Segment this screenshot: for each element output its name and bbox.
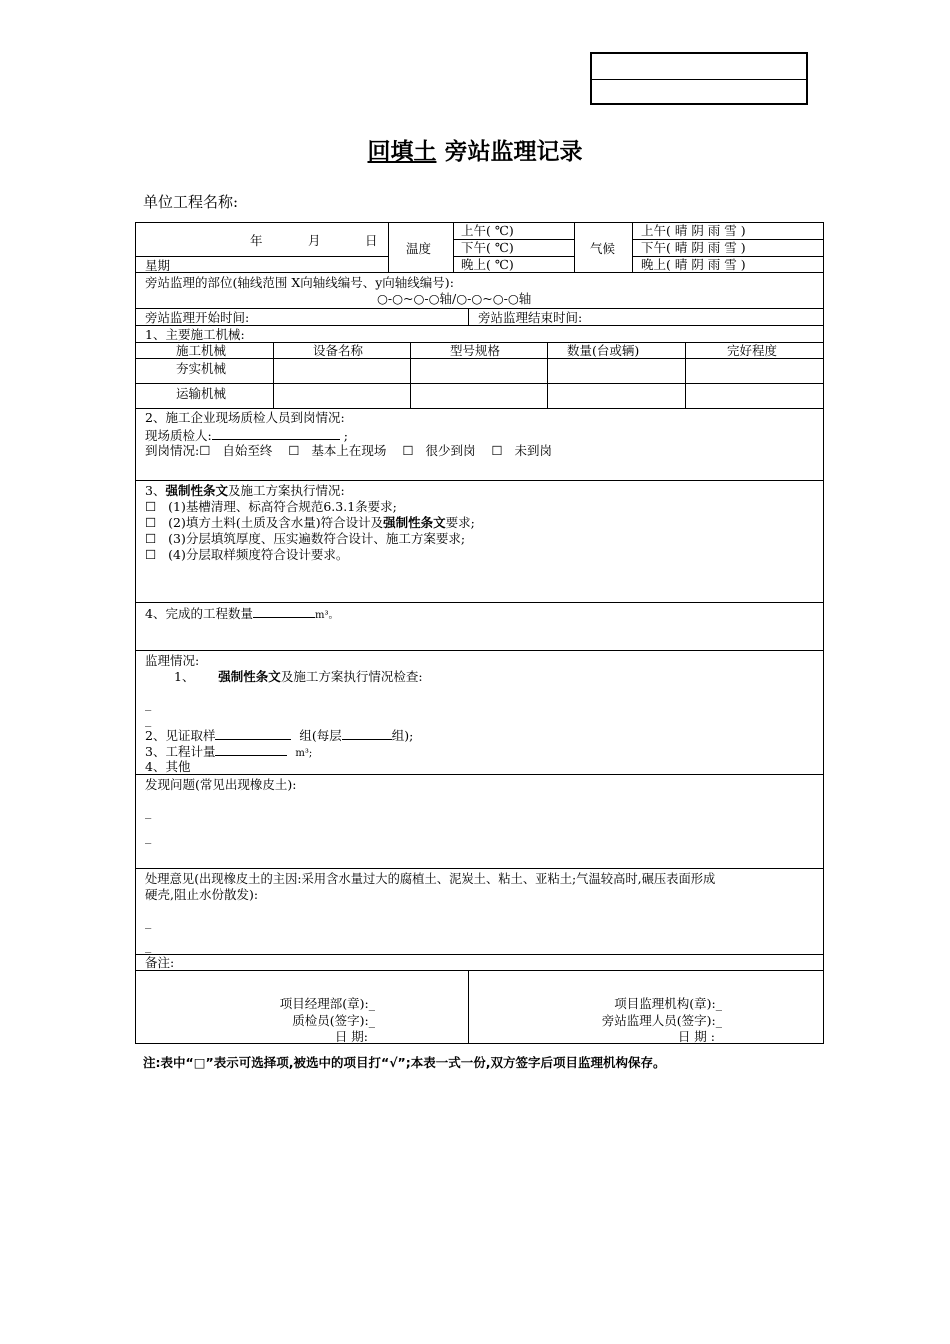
machinery-input-cell[interactable] (686, 384, 823, 408)
supervision-item-4: 4、其他 (145, 759, 191, 774)
date-day: 日 (365, 233, 378, 248)
machinery-col-header: 设备名称 (313, 343, 364, 358)
temp-morning: 上午( ℃) (461, 223, 514, 238)
temperature-label: 温度 (406, 241, 432, 256)
weather-morning: 上午( 晴 阴 雨 雪 ) (641, 223, 746, 238)
mandatory-heading: 3、强制性条文及施工方案执行情况: (145, 483, 345, 498)
quantity-row: 4、完成的工程数量 m³。 (145, 606, 339, 621)
machinery-row-label: 运输机械 (176, 386, 227, 401)
location-axis: ○-○~○-○轴/○-○~○-○轴 (377, 291, 532, 306)
footnote: 注:表中“□”表示可选择项,被选中的项目打“√”;本表一式一份,双方签字后项目监理机构保存。 (143, 1055, 666, 1070)
machinery-input-cell[interactable] (411, 359, 547, 383)
presence-option: 未到岗 (514, 443, 553, 458)
machinery-col-header: 型号规格 (450, 343, 501, 358)
sig-right-1[interactable]: 项目监理机构(章):_ (614, 996, 722, 1011)
handling-line-2: 硬壳,阻止水份散发): (145, 887, 259, 902)
weekday-label: 星期 (145, 258, 171, 273)
sig-left-2[interactable]: 质检员(签字):_ (292, 1013, 375, 1028)
temp-evening: 晚上( ℃) (461, 257, 514, 272)
problems-heading: 发现问题(常见出现橡皮土): (145, 777, 297, 792)
sig-left-3[interactable]: 日 期: (334, 1029, 368, 1044)
measure-field[interactable] (215, 743, 287, 756)
mandatory-item: ☐ (4)分层取样频度符合设计要求。 (145, 547, 349, 562)
document-code-box (590, 52, 808, 105)
blank-line: _ (145, 914, 152, 929)
checkbox[interactable]: ☐ (199, 443, 211, 458)
machinery-heading: 1、主要施工机械: (145, 327, 245, 342)
blank-line: _ (145, 854, 152, 869)
temp-afternoon: 下午( ℃) (461, 240, 514, 255)
machinery-input-cell[interactable] (274, 384, 410, 408)
date-year: 年 (250, 233, 263, 248)
checkbox[interactable]: ☐ (145, 531, 157, 546)
machinery-col-header: 数量(台或辆) (567, 343, 640, 358)
title-underlined: 回填土 (367, 139, 437, 165)
supervision-item-2: 2、见证取样 组(每层 组); (145, 728, 414, 743)
checkbox[interactable]: ☐ (288, 443, 300, 458)
title-rest: 旁站监理记录 (444, 139, 583, 165)
supervision-heading: 监理情况: (145, 653, 200, 668)
machinery-input-cell[interactable] (548, 359, 685, 383)
start-time-label: 旁站监理开始时间: (145, 310, 250, 325)
checkbox[interactable]: ☐ (145, 547, 157, 562)
presence-option: 很少到岗 (425, 443, 476, 458)
machinery-col-header: 施工机械 (176, 343, 227, 358)
presence-option: 基本上在现场 (311, 443, 387, 458)
blank-line: _ (145, 696, 152, 711)
checkbox[interactable]: ☐ (402, 443, 414, 458)
per-layer-group-field[interactable] (342, 727, 392, 740)
checkbox[interactable]: ☐ (491, 443, 503, 458)
presence-row: 到岗情况:☐ 自始至终 ☐ 基本上在现场 ☐ 很少到岗 ☐ 未到岗 (145, 443, 553, 458)
inspector-name-field[interactable] (212, 427, 340, 440)
weather-evening: 晚上( 晴 阴 雨 雪 ) (641, 257, 746, 272)
sig-left-1[interactable]: 项目经理部(章):_ (279, 996, 375, 1011)
checkbox[interactable]: ☐ (145, 499, 157, 514)
supervision-item-3: 3、工程计量 m³; (145, 744, 313, 759)
sig-right-2[interactable]: 旁站监理人员(签字):_ (601, 1013, 722, 1028)
location-label: 旁站监理的部位(轴线范围 X向轴线编号、y向轴线编号): (145, 275, 454, 290)
page-title (0, 133, 950, 166)
presence-option: 自始至终 (222, 443, 273, 458)
end-time-label: 旁站监理结束时间: (478, 310, 583, 325)
machinery-col-header: 完好程度 (727, 343, 778, 358)
project-name-label: 单位工程名称: (143, 193, 239, 211)
machinery-input-cell[interactable] (548, 384, 685, 408)
supervision-item-1: 1、 强制性条文及施工方案执行情况检查: (174, 669, 423, 684)
mandatory-item: ☐ (1)基槽清理、标高符合规范6.3.1条要求; (145, 499, 397, 514)
machinery-input-cell[interactable] (411, 384, 547, 408)
quantity-field[interactable] (253, 605, 315, 618)
weather-afternoon: 下午( 晴 阴 雨 雪 ) (641, 240, 746, 255)
machinery-input-cell[interactable] (686, 359, 823, 383)
mandatory-item: ☐ (3)分层填筑厚度、压实遍数符合设计、施工方案要求; (145, 531, 466, 546)
inspector-heading: 2、施工企业现场质检人员到岗情况: (145, 410, 345, 425)
weather-label: 气候 (590, 241, 616, 256)
sample-group-field[interactable] (215, 727, 291, 740)
blank-line: _ (145, 938, 152, 953)
checkbox[interactable]: ☐ (145, 515, 157, 530)
mandatory-item: ☐ (2)填方土料(土质及含水量)符合设计及强制性条文要求; (145, 515, 475, 530)
machinery-row-label: 夯实机械 (176, 361, 227, 376)
sig-right-3[interactable]: 日 期 : (677, 1029, 715, 1044)
blank-line: _ (145, 804, 152, 819)
inspector-name-row: 现场质检人: ; (145, 428, 348, 443)
remarks-label: 备注: (145, 955, 175, 970)
machinery-input-cell[interactable] (274, 359, 410, 383)
handling-line-1: 处理意见(出现橡皮土的主因:采用含水量过大的腐植土、泥炭土、粘土、亚粘土;气温较高时,碾压表面形成 (145, 872, 716, 886)
blank-line: _ (145, 712, 152, 727)
blank-line: _ (145, 829, 152, 844)
date-month: 月 (308, 233, 321, 248)
